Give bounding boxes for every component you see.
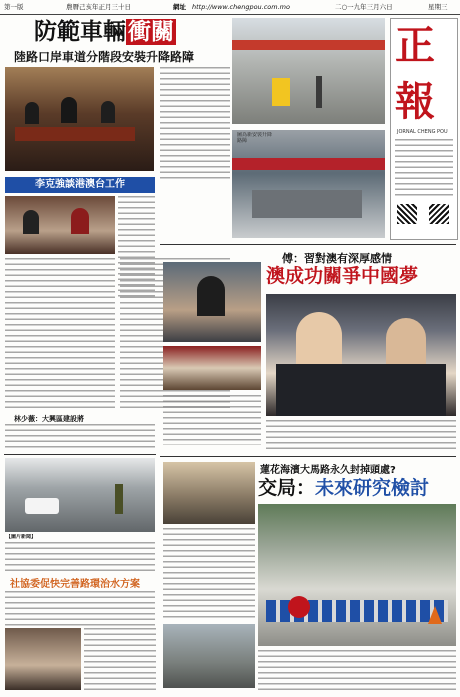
website-label: 網址 [173,3,186,11]
li-headline: 李克強談港澳台工作 [5,177,155,193]
meeting-photo [5,67,154,171]
no-entry-sign-icon [288,596,310,618]
top-story-body [160,67,230,182]
border-gate-photo-top [232,18,385,124]
border-photo-caption: 圖為新安裝升降路障 [237,132,273,144]
fu-photo [163,262,261,342]
traffic-kicker: 蓮花海濱大馬路永久封掉頭處? [260,465,396,476]
qr-code-2[interactable] [429,204,449,224]
top-headline-highlight: 衝關 [128,19,174,45]
top-headline: 防範車輛衝關 [34,19,174,45]
traffic-headline: 交局：未來研究檢討 [258,477,430,499]
macau-body-1 [163,395,261,445]
traffic-body-2 [258,650,456,692]
sidebar-headline: 林少薇：大興區建設將 [14,415,84,423]
page-number: 第一版 [4,3,24,11]
assembly-photo [163,346,261,390]
traffic-meeting-photo [163,462,255,524]
traffic-headline-highlight: 未來研究檢討 [315,477,430,499]
li-photo [5,196,115,254]
bottom-left-body [5,591,155,627]
police-photo [5,458,155,532]
macau-officials-photo [266,294,456,416]
bottom-left-body-2 [84,628,156,690]
website-link[interactable]: http://www.chengpou.com.mo [192,3,290,11]
issue-date: 二○一九年三月六日 [335,3,393,11]
macau-body-2 [266,420,456,450]
top-subhead: 陸路口岸車道分階段安裝升降路障 [14,50,195,64]
lunar-date: 農曆己亥年正月三十日 [66,3,131,11]
page-header [0,0,460,15]
li-body [5,258,115,408]
qr-code-1[interactable] [397,204,417,224]
photo-news-caption: 【圖片新聞】 [6,534,37,540]
sidebar-body [5,424,155,450]
masthead [390,18,458,240]
traffic-body-1 [163,528,255,620]
pipes-photo [163,624,255,688]
masthead-char-1: 正 [395,23,435,69]
masthead-char-2: 報 [395,79,435,125]
weekday: 星期三 [428,3,448,11]
masthead-subtitle: JORNAL CHENG POU [397,129,448,135]
macau-kicker: 傅：習對澳有深厚感情 [282,252,392,265]
border-gate-photo-bottom [232,130,385,238]
committee-photo [5,628,81,690]
road-barrier-photo [258,504,456,646]
traffic-cone-icon [428,606,442,624]
bottom-left-headline: 社協委促快完善路環治水方案 [10,579,140,590]
masthead-info [395,139,453,199]
macau-headline: 澳成功關爭中國夢 [266,265,419,287]
photo-news-body [5,542,155,572]
